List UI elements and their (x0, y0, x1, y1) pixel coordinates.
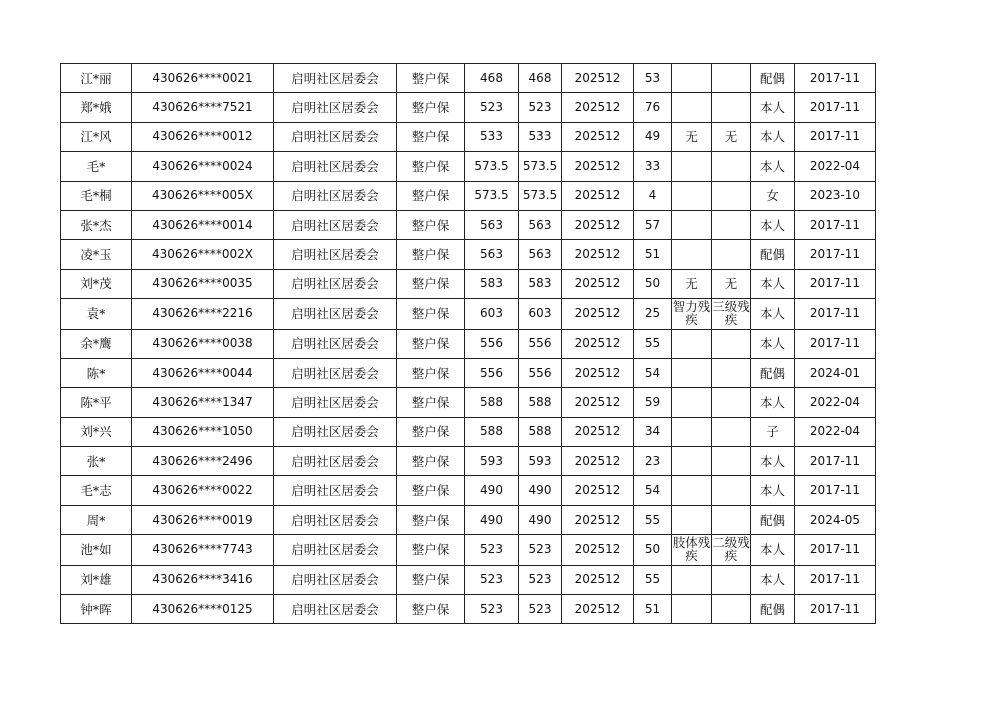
amount-cell: 556 (465, 358, 519, 387)
age-cell: 55 (634, 505, 672, 534)
amount-cell: 593 (465, 447, 519, 476)
relation-cell: 本人 (751, 93, 795, 122)
total-amount-cell: 556 (519, 358, 562, 387)
disability-type-cell (672, 152, 712, 181)
disability-type-cell (672, 595, 712, 624)
age-cell: 51 (634, 240, 672, 269)
community-cell: 启明社区居委会 (274, 505, 397, 534)
assistance-type-cell: 整户保 (397, 122, 465, 151)
age-cell: 51 (634, 595, 672, 624)
relation-cell: 配偶 (751, 595, 795, 624)
age-cell: 53 (634, 64, 672, 93)
disability-level-cell: 三级残疾 (712, 299, 750, 328)
age-cell: 50 (634, 269, 672, 298)
assistance-type-cell: 整户保 (397, 299, 465, 329)
age-cell: 76 (634, 93, 672, 122)
total-amount-cell: 523 (519, 565, 562, 594)
relation-cell: 配偶 (751, 358, 795, 387)
disability-level-cell (712, 476, 751, 505)
issue-month-cell: 202512 (562, 240, 634, 269)
disability-type-cell: 无 (672, 122, 712, 151)
name-cell: 刘*雄 (61, 565, 132, 594)
start-date-cell: 2017-11 (795, 476, 876, 505)
id-number-cell: 430626****7743 (132, 535, 274, 565)
amount-cell: 523 (465, 93, 519, 122)
start-date-cell: 2017-11 (795, 240, 876, 269)
community-cell: 启明社区居委会 (274, 565, 397, 594)
name-cell: 江*风 (61, 122, 132, 151)
community-cell: 启明社区居委会 (274, 152, 397, 181)
community-cell: 启明社区居委会 (274, 64, 397, 93)
total-amount-cell: 588 (519, 388, 562, 417)
name-cell: 郑*娥 (61, 93, 132, 122)
id-number-cell: 430626****0022 (132, 476, 274, 505)
id-number-cell: 430626****0024 (132, 152, 274, 181)
start-date-cell: 2017-11 (795, 447, 876, 476)
amount-cell: 490 (465, 476, 519, 505)
disability-type-cell: 肢体残疾 (672, 535, 711, 564)
relation-cell: 本人 (751, 447, 795, 476)
name-cell: 刘*茂 (61, 269, 132, 298)
table-row (61, 505, 876, 534)
id-number-cell: 430626****0014 (132, 210, 274, 239)
table-row (61, 595, 876, 624)
id-number-cell: 430626****0019 (132, 505, 274, 534)
start-date-cell: 2024-05 (795, 505, 876, 534)
amount-cell: 603 (465, 299, 519, 329)
disability-type-cell: 无 (672, 269, 712, 298)
issue-month-cell: 202512 (562, 329, 634, 358)
disability-level-cell (712, 240, 751, 269)
community-cell: 启明社区居委会 (274, 358, 397, 387)
disability-level-cell (712, 64, 751, 93)
age-cell: 33 (634, 152, 672, 181)
community-cell: 启明社区居委会 (274, 181, 397, 210)
community-cell: 启明社区居委会 (274, 447, 397, 476)
disability-level-cell (712, 565, 751, 594)
assistance-type-cell: 整户保 (397, 476, 465, 505)
name-cell: 池*如 (61, 535, 132, 565)
community-cell: 启明社区居委会 (274, 329, 397, 358)
start-date-cell: 2022-04 (795, 152, 876, 181)
relation-cell: 本人 (751, 476, 795, 505)
amount-cell: 490 (465, 505, 519, 534)
start-date-cell: 2017-11 (795, 329, 876, 358)
amount-cell: 573.5 (465, 181, 519, 210)
relation-cell: 本人 (751, 299, 795, 329)
assistance-type-cell: 整户保 (397, 181, 465, 210)
disability-type-cell (672, 505, 712, 534)
community-cell: 启明社区居委会 (274, 122, 397, 151)
start-date-cell: 2017-11 (795, 122, 876, 151)
name-cell: 陈*平 (61, 388, 132, 417)
age-cell: 54 (634, 358, 672, 387)
relief-recipient-table (60, 63, 876, 624)
relation-cell: 配偶 (751, 505, 795, 534)
disability-type-cell (672, 210, 712, 239)
amount-cell: 556 (465, 329, 519, 358)
name-cell: 陈* (61, 358, 132, 387)
table-row (61, 210, 876, 239)
id-number-cell: 430626****7521 (132, 93, 274, 122)
start-date-cell: 2017-11 (795, 535, 876, 565)
total-amount-cell: 573.5 (519, 181, 562, 210)
age-cell: 49 (634, 122, 672, 151)
disability-level-cell: 无 (712, 269, 751, 298)
assistance-type-cell: 整户保 (397, 505, 465, 534)
total-amount-cell: 468 (519, 64, 562, 93)
assistance-type-cell: 整户保 (397, 93, 465, 122)
total-amount-cell: 556 (519, 329, 562, 358)
name-cell: 张* (61, 447, 132, 476)
total-amount-cell: 533 (519, 122, 562, 151)
table-row (61, 181, 876, 210)
assistance-type-cell: 整户保 (397, 565, 465, 594)
age-cell: 59 (634, 388, 672, 417)
name-cell: 凌*玉 (61, 240, 132, 269)
assistance-type-cell: 整户保 (397, 417, 465, 446)
issue-month-cell: 202512 (562, 210, 634, 239)
amount-cell: 563 (465, 240, 519, 269)
table-row (61, 388, 876, 417)
total-amount-cell: 523 (519, 595, 562, 624)
relation-cell: 本人 (751, 329, 795, 358)
start-date-cell: 2017-11 (795, 64, 876, 93)
community-cell: 启明社区居委会 (274, 210, 397, 239)
disability-level-cell (712, 181, 751, 210)
table-row (61, 269, 876, 298)
disability-type-cell (672, 417, 712, 446)
total-amount-cell: 593 (519, 447, 562, 476)
id-number-cell: 430626****005X (132, 181, 274, 210)
name-cell: 刘*兴 (61, 417, 132, 446)
total-amount-cell: 490 (519, 505, 562, 534)
id-number-cell: 430626****002X (132, 240, 274, 269)
start-date-cell: 2017-11 (795, 210, 876, 239)
amount-cell: 468 (465, 64, 519, 93)
disability-level-cell: 无 (712, 122, 751, 151)
issue-month-cell: 202512 (562, 476, 634, 505)
disability-level-cell (712, 417, 751, 446)
community-cell: 启明社区居委会 (274, 269, 397, 298)
relation-cell: 配偶 (751, 240, 795, 269)
age-cell: 55 (634, 329, 672, 358)
amount-cell: 583 (465, 269, 519, 298)
age-cell: 34 (634, 417, 672, 446)
age-cell: 25 (634, 299, 672, 329)
issue-month-cell: 202512 (562, 64, 634, 93)
issue-month-cell: 202512 (562, 417, 634, 446)
disability-type-cell (672, 565, 712, 594)
disability-level-cell (712, 388, 751, 417)
table-row (61, 93, 876, 122)
disability-type-cell (672, 240, 712, 269)
start-date-cell: 2024-01 (795, 358, 876, 387)
name-cell: 毛*志 (61, 476, 132, 505)
name-cell: 毛*桐 (61, 181, 132, 210)
name-cell: 钟*晖 (61, 595, 132, 624)
total-amount-cell: 490 (519, 476, 562, 505)
start-date-cell: 2022-04 (795, 388, 876, 417)
amount-cell: 588 (465, 417, 519, 446)
relation-cell: 配偶 (751, 64, 795, 93)
name-cell: 余*鹰 (61, 329, 132, 358)
disability-level-cell (712, 329, 751, 358)
id-number-cell: 430626****0021 (132, 64, 274, 93)
issue-month-cell: 202512 (562, 93, 634, 122)
assistance-type-cell: 整户保 (397, 152, 465, 181)
relation-cell: 本人 (751, 535, 795, 565)
issue-month-cell: 202512 (562, 152, 634, 181)
age-cell: 57 (634, 210, 672, 239)
id-number-cell: 430626****0044 (132, 358, 274, 387)
assistance-type-cell: 整户保 (397, 269, 465, 298)
issue-month-cell: 202512 (562, 565, 634, 594)
community-cell: 启明社区居委会 (274, 299, 397, 329)
community-cell: 启明社区居委会 (274, 476, 397, 505)
issue-month-cell: 202512 (562, 388, 634, 417)
start-date-cell: 2017-11 (795, 269, 876, 298)
table-row (61, 122, 876, 151)
disability-level-cell (712, 505, 751, 534)
relation-cell: 女 (751, 181, 795, 210)
issue-month-cell: 202512 (562, 505, 634, 534)
name-cell: 张*杰 (61, 210, 132, 239)
table-row (61, 535, 876, 565)
id-number-cell: 430626****1347 (132, 388, 274, 417)
name-cell: 周* (61, 505, 132, 534)
assistance-type-cell: 整户保 (397, 210, 465, 239)
table-row (61, 152, 876, 181)
name-cell: 毛* (61, 152, 132, 181)
table-row (61, 240, 876, 269)
assistance-type-cell: 整户保 (397, 64, 465, 93)
start-date-cell: 2017-11 (795, 595, 876, 624)
table-row (61, 565, 876, 594)
table-row (61, 299, 876, 329)
total-amount-cell: 563 (519, 240, 562, 269)
id-number-cell: 430626****0012 (132, 122, 274, 151)
relation-cell: 子 (751, 417, 795, 446)
relation-cell: 本人 (751, 388, 795, 417)
disability-type-cell (672, 388, 712, 417)
issue-month-cell: 202512 (562, 269, 634, 298)
assistance-type-cell: 整户保 (397, 329, 465, 358)
total-amount-cell: 603 (519, 299, 562, 329)
start-date-cell: 2022-04 (795, 417, 876, 446)
issue-month-cell: 202512 (562, 535, 634, 565)
amount-cell: 563 (465, 210, 519, 239)
assistance-type-cell: 整户保 (397, 447, 465, 476)
disability-type-cell (672, 329, 712, 358)
issue-month-cell: 202512 (562, 181, 634, 210)
disability-type-cell (672, 476, 712, 505)
total-amount-cell: 588 (519, 417, 562, 446)
issue-month-cell: 202512 (562, 299, 634, 329)
amount-cell: 523 (465, 595, 519, 624)
amount-cell: 533 (465, 122, 519, 151)
name-cell: 江*丽 (61, 64, 132, 93)
community-cell: 启明社区居委会 (274, 535, 397, 565)
start-date-cell: 2017-11 (795, 93, 876, 122)
assistance-type-cell: 整户保 (397, 240, 465, 269)
id-number-cell: 430626****2216 (132, 299, 274, 329)
issue-month-cell: 202512 (562, 595, 634, 624)
table-row (61, 358, 876, 387)
table-row (61, 329, 876, 358)
table-row (61, 476, 876, 505)
total-amount-cell: 563 (519, 210, 562, 239)
age-cell: 23 (634, 447, 672, 476)
table-row (61, 417, 876, 446)
amount-cell: 523 (465, 535, 519, 565)
assistance-type-cell: 整户保 (397, 358, 465, 387)
disability-type-cell (672, 358, 712, 387)
id-number-cell: 430626****1050 (132, 417, 274, 446)
age-cell: 55 (634, 565, 672, 594)
start-date-cell: 2017-11 (795, 299, 876, 329)
start-date-cell: 2023-10 (795, 181, 876, 210)
age-cell: 54 (634, 476, 672, 505)
community-cell: 启明社区居委会 (274, 595, 397, 624)
disability-type-cell (672, 64, 712, 93)
disability-level-cell (712, 595, 751, 624)
issue-month-cell: 202512 (562, 122, 634, 151)
disability-level-cell: 二级残疾 (712, 535, 750, 564)
id-number-cell: 430626****0035 (132, 269, 274, 298)
relation-cell: 本人 (751, 565, 795, 594)
amount-cell: 588 (465, 388, 519, 417)
relation-cell: 本人 (751, 122, 795, 151)
age-cell: 4 (634, 181, 672, 210)
total-amount-cell: 523 (519, 535, 562, 565)
id-number-cell: 430626****0125 (132, 595, 274, 624)
disability-type-cell: 智力残疾 (672, 299, 711, 328)
amount-cell: 573.5 (465, 152, 519, 181)
relation-cell: 本人 (751, 210, 795, 239)
relation-cell: 本人 (751, 269, 795, 298)
amount-cell: 523 (465, 565, 519, 594)
total-amount-cell: 573.5 (519, 152, 562, 181)
disability-level-cell (712, 152, 751, 181)
id-number-cell: 430626****2496 (132, 447, 274, 476)
disability-type-cell (672, 447, 712, 476)
disability-type-cell (672, 93, 712, 122)
community-cell: 启明社区居委会 (274, 240, 397, 269)
start-date-cell: 2017-11 (795, 565, 876, 594)
table-row (61, 447, 876, 476)
relation-cell: 本人 (751, 152, 795, 181)
total-amount-cell: 523 (519, 93, 562, 122)
id-number-cell: 430626****3416 (132, 565, 274, 594)
disability-level-cell (712, 358, 751, 387)
assistance-type-cell: 整户保 (397, 595, 465, 624)
disability-level-cell (712, 210, 751, 239)
community-cell: 启明社区居委会 (274, 417, 397, 446)
age-cell: 50 (634, 535, 672, 565)
disability-level-cell (712, 447, 751, 476)
total-amount-cell: 583 (519, 269, 562, 298)
issue-month-cell: 202512 (562, 447, 634, 476)
disability-type-cell (672, 181, 712, 210)
assistance-type-cell: 整户保 (397, 535, 465, 565)
id-number-cell: 430626****0038 (132, 329, 274, 358)
issue-month-cell: 202512 (562, 358, 634, 387)
community-cell: 启明社区居委会 (274, 93, 397, 122)
community-cell: 启明社区居委会 (274, 388, 397, 417)
table-row (61, 64, 876, 93)
disability-level-cell (712, 93, 751, 122)
name-cell: 袁* (61, 299, 132, 329)
assistance-type-cell: 整户保 (397, 388, 465, 417)
